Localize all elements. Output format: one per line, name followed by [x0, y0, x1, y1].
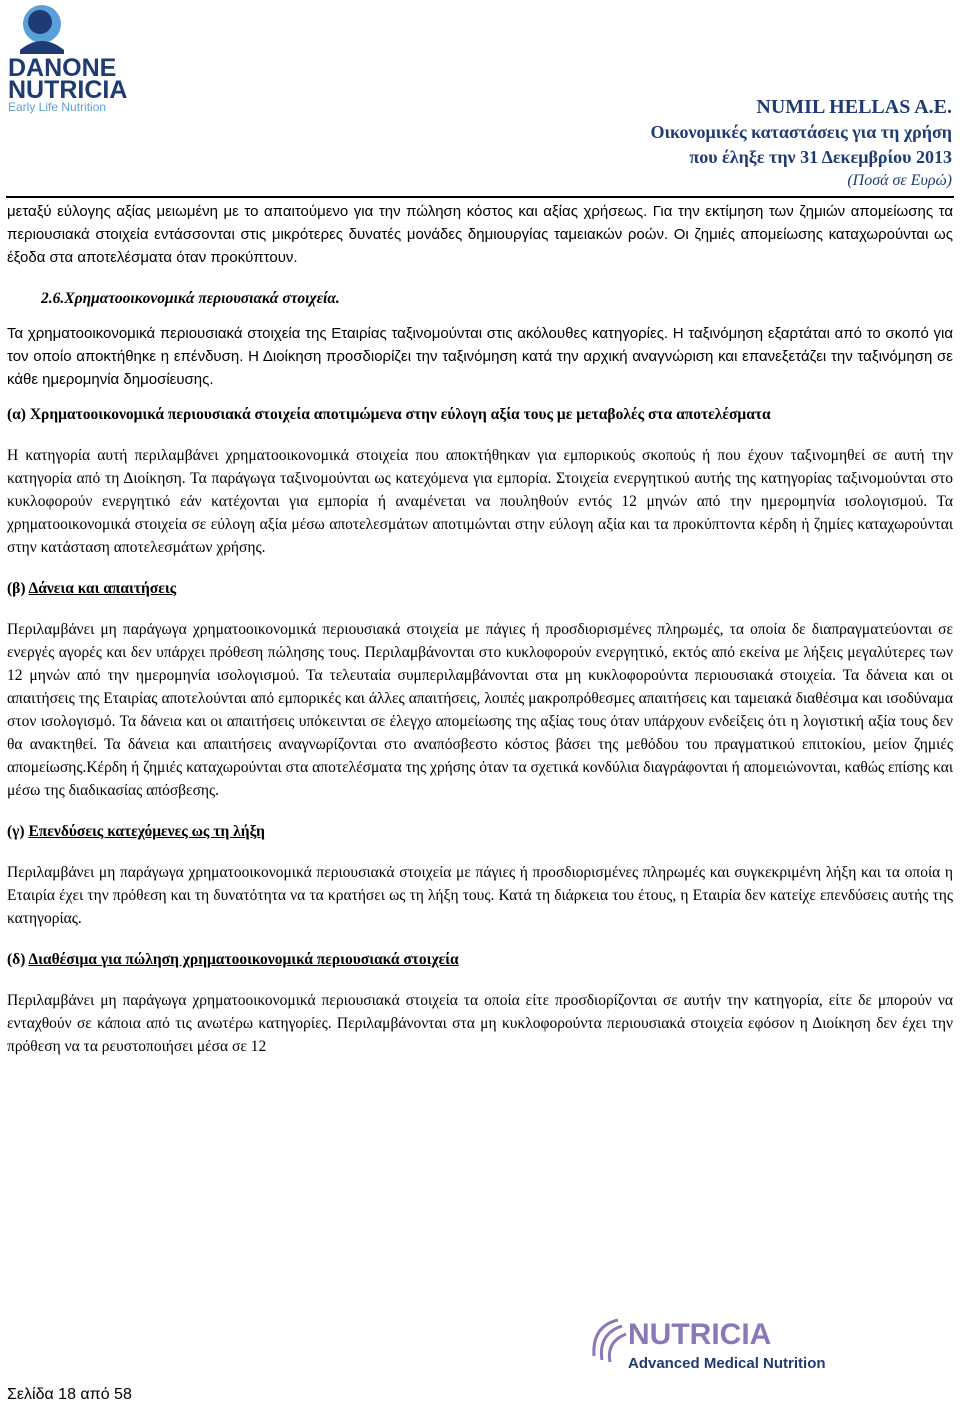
- subsection-c-heading: [7, 820, 953, 843]
- subsection-c-prefix: (γ): [7, 823, 29, 840]
- logo-nutricia-bottom-text: NUTRICIA: [628, 1318, 772, 1351]
- danone-nutricia-logo: [6, 2, 166, 114]
- subsection-a-paragraph: Η κατηγορία αυτή περιλαμβάνει χρηματοοικονομικά στοιχεία που αποκτήθηκαν για εμπορικούς σκοπούς ή που έχουν ταξινομηθεί σε αυτή την κατηγορία από τη Διοίκηση. Τα παράγωγα ταξινομούνται ως κατεχόμενα για εμπορία. Στοιχεία ενεργητικού αυτής της κατηγορίας ταξινομούνται στο κυκλοφορούν ενεργητικό εάν κατέχονται για εμπορία ή αναμένεται να πουληθούν εντός 12 μηνών από την ημερομηνία ισολογισμού. Τα χρηματοοικονομικά στοιχεία σε εύλογη αξία μέσω αποτελεσμάτων αποτιμώνται στην εύλογη αξία και τα προκύπτοντα κέρδη ή ζημίες καταχωρούνται στην κατάσταση αποτελεσμάτων χρήσης.: [7, 447, 953, 556]
- page-number: Σελίδα 18 από 58: [7, 1386, 132, 1403]
- subsection-a-title: Χρηματοοικονομικά περιουσιακά στοιχεία αποτιμώμενα στην εύλογη αξία τους με μεταβολές στα αποτελέσματα: [29, 406, 771, 423]
- document-header: [650, 94, 952, 192]
- logo-early-life-text: Early Life Nutrition: [8, 100, 107, 114]
- subsection-d-heading: [7, 948, 953, 971]
- page-content: [7, 200, 953, 1058]
- subsection-a-prefix: (α): [7, 406, 30, 423]
- logo-nutricia-text: NUTRICIA: [8, 76, 128, 104]
- subsection-b-heading: [7, 577, 953, 600]
- subsection-c-paragraph: Περιλαμβάνει μη παράγωγα χρηματοοικονομικά περιουσιακά στοιχεία με πάγιες ή προσδιορισμένες πληρωμές και συγκεκριμένη λήξη και τα οποία η Εταιρία έχει την πρόθεση και τη δυνατότητα να τα κρατήσει ως τη λήξη τους. Κατά τη διάρκεια του έτους, η Εταιρία δεν κατείχε επενδύσεις αυτής της κατηγορίας.: [7, 864, 953, 927]
- company-name: NUMIL HELLAS A.E.: [756, 96, 952, 118]
- statement-title: Οικονομικές καταστάσεις για τη χρήση: [650, 122, 952, 142]
- section-paragraph: Τα χρηματοοικονομικά περιουσιακά στοιχεία της Εταιρίας ταξινομούνται στις ακόλουθες κατηγορίες. Η ταξινόμηση εξαρτάται από το σκοπό για τον οποίο αποκτήθηκε η επένδυση. Η Διοίκηση προσδιορίζει την ταξινόμηση κατά την αρχική αναγνώριση και επανεξετάζει την ταξινόμηση σε κάθε ημερομηνία δημοσίευσης.: [7, 325, 953, 388]
- amount-unit: (Ποσά σε Ευρώ): [847, 172, 952, 189]
- logo-danone-text: DANONE: [8, 54, 117, 82]
- subsection-d-title: Διαθέσιμα για πώληση χρηματοοικονομικά περιουσιακά στοιχεία: [28, 951, 459, 968]
- danone-child-emblem-icon: [20, 5, 64, 54]
- subsection-d-paragraph: Περιλαμβάνει μη παράγωγα χρηματοοικονομικά περιουσιακά στοιχεία τα οποία είτε προσδιορίζονται σε αυτήν την κατηγορία, είτε δε μπορούν να ενταχθούν σε κάποια από τις ανωτέρω κατηγορίες. Περιλαμβάνονται στα μη κυκλοφορούντα περιουσιακά στοιχεία εφόσον η Διοίκηση δεν έχει την πρόθεση να τα ρευστοποιήσει μέσα σε 12: [7, 992, 953, 1055]
- subsection-b-prefix: (β): [7, 580, 29, 597]
- header-divider: [6, 196, 954, 198]
- subsection-c-title: Επενδύσεις κατεχόμενες ως τη λήξη: [28, 823, 265, 840]
- nutricia-amn-logo: [588, 1312, 828, 1374]
- nutricia-swirl-icon: [594, 1320, 626, 1362]
- subsection-b-title: Δάνεια και απαιτήσεις: [28, 580, 177, 597]
- subsection-d-prefix: (δ): [7, 951, 29, 968]
- subsection-b-paragraph: Περιλαμβάνει μη παράγωγα χρηματοοικονομικά περιουσιακά στοιχεία με πάγιες ή προσδιορισμένες πληρωμές, τα οποία δε διαπραγματεύονται σε ενεργές αγορές και δεν υπάρχει πρόθεση πώλησης τους. Περιλαμβάνονται στο κυκλοφορούν ενεργητικό, εκτός από εκείνα με λήξεις μεγαλύτερες των 12 μηνών από την ημερομηνία ισολογισμού. Τα τελευταία συμπεριλαμβάνονται στα μη κυκλοφορούντα περιουσιακά στοιχεία. Τα δάνεια και οι απαιτήσεις της Εταιρίας αποτελούνται από εμπορικές και άλλες απαιτήσεις, λοιπές μακροπρόθεσμες απαιτήσεις και ταμειακά διαθέσιμα και ισοδύναμα στον ισολογισμό. Τα δάνεια και οι απαιτήσεις υπόκεινται σε έλεγχο απομείωσης της αξίας τους όταν υπάρχουν ενδείξεις ότι η λογιστική αξία τους δεν θα ανακτηθεί. Τα δάνεια και απαιτήσεις αναγνωρίζονται στο αναπόσβεστο κόστος βάσει της μεθόδου του πραγματικού επιτοκίου, μείον ζημιές απομείωσης.Κέρδη ή ζημιές καταχωρούνται στα αποτελέσματα της χρήσης όταν τα σχετικά κονδύλια διαγράφονται ή απομειώνονται, καθώς επίσης και μέσω της διαδικασίας απόσβεσης.: [7, 621, 953, 799]
- statement-period: που έληξε την 31 Δεκεμβρίου 2013: [689, 147, 952, 167]
- logo-advanced-medical-text: Advanced Medical Nutrition: [628, 1355, 826, 1372]
- section-title: 2.6.Χρηματοοικονομικά περιουσιακά στοιχεία.: [41, 290, 340, 307]
- subsection-a-heading: [7, 403, 953, 426]
- intro-paragraph: μεταξύ εύλογης αξίας μειωμένη με το απαιτούμενο για την πώληση κόστος και αξίας χρήσεως. Για την εκτίμηση των ζημιών απομείωσης τα περιουσιακά στοιχεία εντάσσονται στις μικρότερες δυνατές μονάδες δημιουργίας ταμειακών ροών. Οι ζημιές απομείωσης καταχωρούνται ως έξοδα στα αποτελέσματα όταν προκύπτουν.: [7, 203, 953, 266]
